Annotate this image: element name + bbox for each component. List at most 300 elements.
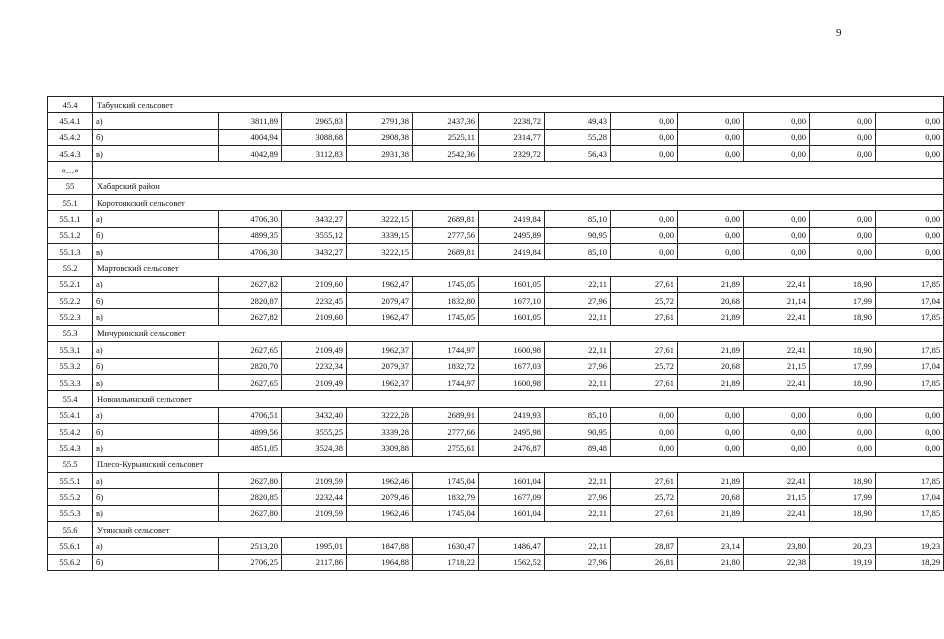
value-cell: 1995,01 xyxy=(282,538,347,554)
value-cell: 20,68 xyxy=(678,293,744,309)
value-cell: 22,11 xyxy=(545,276,611,292)
value-cell: 85,10 xyxy=(545,211,611,227)
section-header-row xyxy=(48,97,944,113)
value-cell: 18,90 xyxy=(810,276,876,292)
value-cell: 0,00 xyxy=(876,440,944,456)
value-cell: 0,00 xyxy=(678,113,744,129)
section-header-row xyxy=(48,325,944,341)
row-subitem: б) xyxy=(93,554,219,570)
value-cell: 2109,60 xyxy=(282,276,347,292)
value-cell: 18,90 xyxy=(810,505,876,521)
row-subitem: а) xyxy=(93,113,219,129)
value-cell: 0,00 xyxy=(744,440,810,456)
value-cell: 2109,49 xyxy=(282,342,347,358)
table-row xyxy=(48,538,944,554)
row-code: 45.4.2 xyxy=(48,129,93,145)
value-cell: 21,89 xyxy=(678,374,744,390)
row-code: 55.3.2 xyxy=(48,358,93,374)
value-cell: 22,11 xyxy=(545,309,611,325)
value-cell: 2495,89 xyxy=(479,227,545,243)
section-code: 55.6 xyxy=(48,521,93,537)
value-cell: 17,85 xyxy=(876,374,944,390)
row-code: 45.4.1 xyxy=(48,113,93,129)
row-subitem: в) xyxy=(93,244,219,260)
table-row xyxy=(48,423,944,439)
value-cell: 2820,87 xyxy=(219,293,282,309)
value-cell: 1600,98 xyxy=(479,374,545,390)
value-cell: 0,00 xyxy=(810,146,876,162)
table-row xyxy=(48,554,944,570)
value-cell: 1745,05 xyxy=(413,309,479,325)
section-title: Табунский сельсовет xyxy=(93,97,944,113)
value-cell: 2437,36 xyxy=(413,113,479,129)
value-cell: 20,68 xyxy=(678,358,744,374)
value-cell: 1562,52 xyxy=(479,554,545,570)
value-cell: 2513,20 xyxy=(219,538,282,554)
section-title: Плесо-Курьинский сельсовет xyxy=(93,456,944,472)
omission-mark: «…» xyxy=(48,162,93,178)
value-cell: 22,41 xyxy=(744,472,810,488)
value-cell: 27,96 xyxy=(545,489,611,505)
value-cell: 2627,82 xyxy=(219,276,282,292)
value-cell: 2079,47 xyxy=(347,293,413,309)
value-cell: 1745,04 xyxy=(413,472,479,488)
value-cell: 20,68 xyxy=(678,489,744,505)
value-cell: 1962,37 xyxy=(347,342,413,358)
value-cell: 22,41 xyxy=(744,309,810,325)
value-cell: 0,00 xyxy=(810,244,876,260)
value-cell: 21,80 xyxy=(678,554,744,570)
value-cell: 0,00 xyxy=(678,244,744,260)
section-title: Мичуринский сельсовет xyxy=(93,325,944,341)
value-cell: 28,87 xyxy=(611,538,678,554)
value-cell: 0,00 xyxy=(744,227,810,243)
section-title: Мартовский сельсовет xyxy=(93,260,944,276)
value-cell: 0,00 xyxy=(810,423,876,439)
value-cell: 27,61 xyxy=(611,309,678,325)
value-cell: 3222,28 xyxy=(347,407,413,423)
row-code: 55.2.2 xyxy=(48,293,93,309)
section-header-row xyxy=(48,456,944,472)
value-cell: 21,89 xyxy=(678,472,744,488)
value-cell: 0,00 xyxy=(810,129,876,145)
value-cell: 3088,68 xyxy=(282,129,347,145)
value-cell: 0,00 xyxy=(876,211,944,227)
value-cell: 0,00 xyxy=(678,440,744,456)
value-cell: 4706,30 xyxy=(219,211,282,227)
value-cell: 18,90 xyxy=(810,309,876,325)
row-subitem: а) xyxy=(93,342,219,358)
value-cell: 4899,35 xyxy=(219,227,282,243)
value-cell: 0,00 xyxy=(611,146,678,162)
value-cell: 2689,91 xyxy=(413,407,479,423)
table-row xyxy=(48,113,944,129)
table-row xyxy=(48,440,944,456)
value-cell: 1601,04 xyxy=(479,472,545,488)
value-cell: 1962,46 xyxy=(347,472,413,488)
section-title: Новоильинский сельсовет xyxy=(93,391,944,407)
value-cell: 27,61 xyxy=(611,472,678,488)
row-code: 55.2.1 xyxy=(48,276,93,292)
value-cell: 2329,72 xyxy=(479,146,545,162)
row-code: 55.5.1 xyxy=(48,472,93,488)
table-row xyxy=(48,374,944,390)
value-cell: 2232,44 xyxy=(282,489,347,505)
value-cell: 17,85 xyxy=(876,472,944,488)
value-cell: 2931,38 xyxy=(347,146,413,162)
value-cell: 0,00 xyxy=(678,211,744,227)
value-cell: 90,95 xyxy=(545,227,611,243)
value-cell: 2419,84 xyxy=(479,244,545,260)
row-subitem: б) xyxy=(93,358,219,374)
value-cell: 0,00 xyxy=(744,211,810,227)
value-cell: 1677,10 xyxy=(479,293,545,309)
value-cell: 3432,40 xyxy=(282,407,347,423)
value-cell: 22,38 xyxy=(744,554,810,570)
value-cell: 1832,79 xyxy=(413,489,479,505)
value-cell: 1962,37 xyxy=(347,374,413,390)
value-cell: 2965,83 xyxy=(282,113,347,129)
value-cell: 23,14 xyxy=(678,538,744,554)
table-row xyxy=(48,309,944,325)
value-cell: 0,00 xyxy=(744,113,810,129)
table-row xyxy=(48,505,944,521)
row-subitem: в) xyxy=(93,440,219,456)
value-cell: 1964,88 xyxy=(347,554,413,570)
value-cell: 2820,85 xyxy=(219,489,282,505)
value-cell: 17,04 xyxy=(876,489,944,505)
value-cell: 0,00 xyxy=(611,423,678,439)
row-subitem: в) xyxy=(93,505,219,521)
row-subitem: б) xyxy=(93,227,219,243)
value-cell: 3222,15 xyxy=(347,244,413,260)
value-cell: 20,23 xyxy=(810,538,876,554)
section-header-row xyxy=(48,521,944,537)
omission-gap xyxy=(93,162,944,178)
value-cell: 22,11 xyxy=(545,342,611,358)
section-code: 45.4 xyxy=(48,97,93,113)
value-cell: 4899,56 xyxy=(219,423,282,439)
row-subitem: а) xyxy=(93,472,219,488)
value-cell: 2079,46 xyxy=(347,489,413,505)
value-cell: 0,00 xyxy=(678,146,744,162)
value-cell: 2820,70 xyxy=(219,358,282,374)
row-code: 55.3.3 xyxy=(48,374,93,390)
value-cell: 0,00 xyxy=(810,113,876,129)
row-code: 55.1.2 xyxy=(48,227,93,243)
value-cell: 0,00 xyxy=(876,129,944,145)
row-code: 55.4.2 xyxy=(48,423,93,439)
value-cell: 3432,27 xyxy=(282,211,347,227)
section-title: Хабарский район xyxy=(93,178,944,194)
value-cell: 1744,97 xyxy=(413,374,479,390)
value-cell: 1601,05 xyxy=(479,309,545,325)
value-cell: 2908,38 xyxy=(347,129,413,145)
row-code: 55.6.1 xyxy=(48,538,93,554)
value-cell: 2542,36 xyxy=(413,146,479,162)
value-cell: 27,61 xyxy=(611,374,678,390)
value-cell: 4706,30 xyxy=(219,244,282,260)
value-cell: 0,00 xyxy=(744,407,810,423)
value-cell: 0,00 xyxy=(611,244,678,260)
value-cell: 3339,15 xyxy=(347,227,413,243)
tariff-table xyxy=(47,96,944,571)
value-cell: 2109,59 xyxy=(282,472,347,488)
row-code: 55.1.3 xyxy=(48,244,93,260)
value-cell: 3524,38 xyxy=(282,440,347,456)
value-cell: 27,96 xyxy=(545,554,611,570)
value-cell: 0,00 xyxy=(810,407,876,423)
value-cell: 2238,72 xyxy=(479,113,545,129)
value-cell: 85,10 xyxy=(545,244,611,260)
table-row xyxy=(48,146,944,162)
value-cell: 2706,25 xyxy=(219,554,282,570)
section-title: Коротоякский сельсовет xyxy=(93,195,944,211)
value-cell: 1718,22 xyxy=(413,554,479,570)
value-cell: 22,11 xyxy=(545,538,611,554)
row-code: 55.2.3 xyxy=(48,309,93,325)
value-cell: 3555,12 xyxy=(282,227,347,243)
value-cell: 56,43 xyxy=(545,146,611,162)
value-cell: 0,00 xyxy=(678,227,744,243)
value-cell: 0,00 xyxy=(810,227,876,243)
section-code: 55 xyxy=(48,178,93,194)
value-cell: 17,99 xyxy=(810,293,876,309)
value-cell: 1962,46 xyxy=(347,505,413,521)
value-cell: 1745,04 xyxy=(413,505,479,521)
row-code: 55.6.2 xyxy=(48,554,93,570)
value-cell: 21,89 xyxy=(678,342,744,358)
value-cell: 0,00 xyxy=(744,146,810,162)
value-cell: 4851,05 xyxy=(219,440,282,456)
value-cell: 19,23 xyxy=(876,538,944,554)
section-code: 55.5 xyxy=(48,456,93,472)
value-cell: 27,96 xyxy=(545,358,611,374)
value-cell: 85,10 xyxy=(545,407,611,423)
value-cell: 21,89 xyxy=(678,276,744,292)
row-subitem: б) xyxy=(93,129,219,145)
section-code: 55.2 xyxy=(48,260,93,276)
value-cell: 0,00 xyxy=(611,407,678,423)
value-cell: 90,95 xyxy=(545,423,611,439)
value-cell: 25,72 xyxy=(611,293,678,309)
omission-row xyxy=(48,162,944,178)
row-code: 45.4.3 xyxy=(48,146,93,162)
value-cell: 23,80 xyxy=(744,538,810,554)
row-subitem: а) xyxy=(93,407,219,423)
value-cell: 1601,05 xyxy=(479,276,545,292)
value-cell: 18,90 xyxy=(810,342,876,358)
row-subitem: а) xyxy=(93,211,219,227)
value-cell: 17,99 xyxy=(810,358,876,374)
value-cell: 1745,05 xyxy=(413,276,479,292)
value-cell: 2689,81 xyxy=(413,244,479,260)
value-cell: 2689,81 xyxy=(413,211,479,227)
value-cell: 2495,98 xyxy=(479,423,545,439)
value-cell: 1677,03 xyxy=(479,358,545,374)
table-body xyxy=(48,97,944,571)
section-header-row xyxy=(48,178,944,194)
value-cell: 0,00 xyxy=(876,244,944,260)
value-cell: 27,61 xyxy=(611,276,678,292)
value-cell: 27,61 xyxy=(611,342,678,358)
value-cell: 0,00 xyxy=(611,129,678,145)
value-cell: 25,72 xyxy=(611,358,678,374)
value-cell: 21,15 xyxy=(744,489,810,505)
page-number: 9 xyxy=(836,27,842,39)
value-cell: 1601,04 xyxy=(479,505,545,521)
table-row xyxy=(48,211,944,227)
value-cell: 17,04 xyxy=(876,358,944,374)
value-cell: 3222,15 xyxy=(347,211,413,227)
value-cell: 0,00 xyxy=(611,440,678,456)
value-cell: 1962,47 xyxy=(347,276,413,292)
value-cell: 2777,66 xyxy=(413,423,479,439)
row-code: 55.5.2 xyxy=(48,489,93,505)
table-row xyxy=(48,472,944,488)
value-cell: 0,00 xyxy=(744,423,810,439)
value-cell: 0,00 xyxy=(876,146,944,162)
value-cell: 1630,47 xyxy=(413,538,479,554)
value-cell: 1962,47 xyxy=(347,309,413,325)
value-cell: 49,43 xyxy=(545,113,611,129)
value-cell: 0,00 xyxy=(744,244,810,260)
table-row xyxy=(48,129,944,145)
value-cell: 27,61 xyxy=(611,505,678,521)
value-cell: 22,11 xyxy=(545,472,611,488)
value-cell: 4004,94 xyxy=(219,129,282,145)
value-cell: 2525,11 xyxy=(413,129,479,145)
value-cell: 2627,80 xyxy=(219,472,282,488)
value-cell: 55,28 xyxy=(545,129,611,145)
value-cell: 89,48 xyxy=(545,440,611,456)
value-cell: 21,89 xyxy=(678,309,744,325)
section-code: 55.4 xyxy=(48,391,93,407)
value-cell: 17,85 xyxy=(876,276,944,292)
value-cell: 17,85 xyxy=(876,505,944,521)
row-subitem: б) xyxy=(93,293,219,309)
value-cell: 17,99 xyxy=(810,489,876,505)
value-cell: 4042,89 xyxy=(219,146,282,162)
value-cell: 3432,27 xyxy=(282,244,347,260)
row-code: 55.3.1 xyxy=(48,342,93,358)
table-row xyxy=(48,244,944,260)
value-cell: 19,19 xyxy=(810,554,876,570)
value-cell: 0,00 xyxy=(876,407,944,423)
row-subitem: б) xyxy=(93,423,219,439)
value-cell: 3309,88 xyxy=(347,440,413,456)
value-cell: 17,04 xyxy=(876,293,944,309)
value-cell: 2109,59 xyxy=(282,505,347,521)
value-cell: 2109,49 xyxy=(282,374,347,390)
value-cell: 0,00 xyxy=(876,113,944,129)
value-cell: 2791,38 xyxy=(347,113,413,129)
value-cell: 2627,65 xyxy=(219,342,282,358)
value-cell: 2476,87 xyxy=(479,440,545,456)
value-cell: 4706,51 xyxy=(219,407,282,423)
value-cell: 1832,72 xyxy=(413,358,479,374)
row-code: 55.4.3 xyxy=(48,440,93,456)
row-code: 55.1.1 xyxy=(48,211,93,227)
row-code: 55.4.1 xyxy=(48,407,93,423)
row-subitem: в) xyxy=(93,309,219,325)
table-row xyxy=(48,227,944,243)
table-row xyxy=(48,407,944,423)
value-cell: 2079,37 xyxy=(347,358,413,374)
value-cell: 0,00 xyxy=(810,211,876,227)
value-cell: 0,00 xyxy=(876,423,944,439)
row-subitem: а) xyxy=(93,276,219,292)
value-cell: 3339,28 xyxy=(347,423,413,439)
section-header-row xyxy=(48,260,944,276)
section-header-row xyxy=(48,391,944,407)
value-cell: 3112,83 xyxy=(282,146,347,162)
section-code: 55.3 xyxy=(48,325,93,341)
value-cell: 2419,84 xyxy=(479,211,545,227)
value-cell: 1486,47 xyxy=(479,538,545,554)
row-subitem: в) xyxy=(93,374,219,390)
value-cell: 21,14 xyxy=(744,293,810,309)
value-cell: 22,11 xyxy=(545,374,611,390)
row-subitem: в) xyxy=(93,146,219,162)
value-cell: 3555,25 xyxy=(282,423,347,439)
value-cell: 22,41 xyxy=(744,374,810,390)
value-cell: 1677,09 xyxy=(479,489,545,505)
value-cell: 27,96 xyxy=(545,293,611,309)
value-cell: 1847,88 xyxy=(347,538,413,554)
value-cell: 2755,61 xyxy=(413,440,479,456)
row-subitem: б) xyxy=(93,489,219,505)
value-cell: 0,00 xyxy=(678,407,744,423)
value-cell: 0,00 xyxy=(611,227,678,243)
value-cell: 2109,60 xyxy=(282,309,347,325)
value-cell: 18,90 xyxy=(810,472,876,488)
value-cell: 1600,98 xyxy=(479,342,545,358)
row-subitem: а) xyxy=(93,538,219,554)
value-cell: 0,00 xyxy=(611,211,678,227)
table-row xyxy=(48,293,944,309)
value-cell: 0,00 xyxy=(678,423,744,439)
value-cell: 2419,93 xyxy=(479,407,545,423)
value-cell: 22,41 xyxy=(744,276,810,292)
value-cell: 0,00 xyxy=(611,113,678,129)
value-cell: 0,00 xyxy=(744,129,810,145)
value-cell: 0,00 xyxy=(678,129,744,145)
section-code: 55.1 xyxy=(48,195,93,211)
value-cell: 25,72 xyxy=(611,489,678,505)
value-cell: 17,85 xyxy=(876,342,944,358)
value-cell: 22,41 xyxy=(744,342,810,358)
value-cell: 2117,86 xyxy=(282,554,347,570)
value-cell: 26,81 xyxy=(611,554,678,570)
value-cell: 22,41 xyxy=(744,505,810,521)
value-cell: 21,89 xyxy=(678,505,744,521)
value-cell: 2232,34 xyxy=(282,358,347,374)
section-title: Утянский сельсовет xyxy=(93,521,944,537)
table-row xyxy=(48,342,944,358)
value-cell: 22,11 xyxy=(545,505,611,521)
table-row xyxy=(48,358,944,374)
value-cell: 1832,80 xyxy=(413,293,479,309)
value-cell: 18,90 xyxy=(810,374,876,390)
value-cell: 2627,82 xyxy=(219,309,282,325)
value-cell: 18,29 xyxy=(876,554,944,570)
value-cell: 2232,45 xyxy=(282,293,347,309)
value-cell: 3811,89 xyxy=(219,113,282,129)
value-cell: 1744,97 xyxy=(413,342,479,358)
value-cell: 0,00 xyxy=(810,440,876,456)
table-row xyxy=(48,276,944,292)
